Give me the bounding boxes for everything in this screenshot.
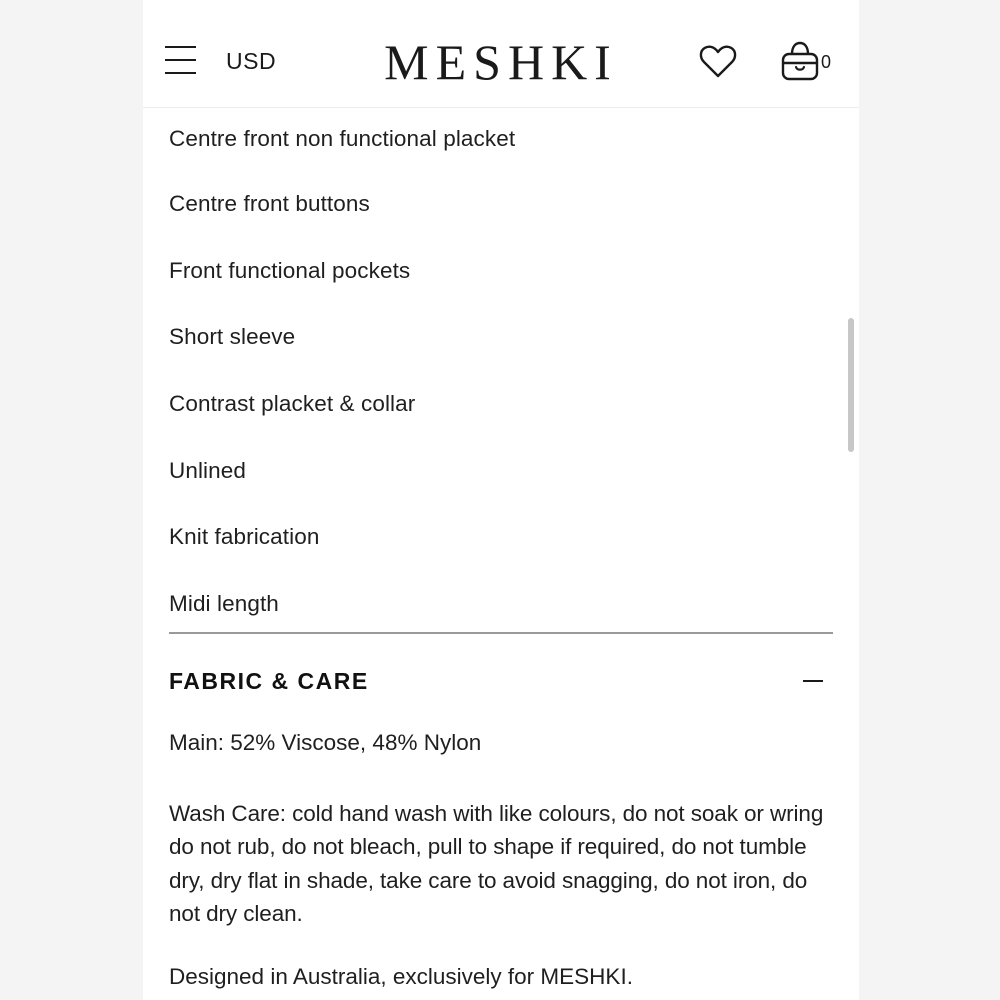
currency-selector[interactable]: USD	[226, 48, 277, 74]
list-item: Knit fabrication	[169, 524, 320, 550]
bag-count-badge: 0	[821, 52, 832, 72]
designed-note: Designed in Australia, exclusively for MESHKI.	[169, 964, 633, 989]
list-item: Contrast placket & collar	[169, 391, 416, 417]
shopping-bag-icon[interactable]	[780, 40, 820, 82]
minus-icon[interactable]	[803, 680, 823, 682]
feature-list	[169, 107, 833, 638]
product-details	[169, 107, 833, 638]
list-item: Front functional pockets	[169, 257, 411, 283]
fabric-composition: Main: 52% Viscose, 48% Nylon	[169, 730, 482, 755]
list-item: Short sleeve	[169, 324, 296, 350]
list-item: Centre front buttons	[169, 191, 370, 216]
heart-icon[interactable]	[698, 42, 738, 82]
wash-care-text: Wash Care: cold hand wash with like colours, do not soak or wring do not rub, do not bleach, pull to shape if required, do not tumble dry, dry flat in shade, take care to avoid snagging, do not iron, do not dry clean.	[169, 801, 824, 926]
brand-logo[interactable]: MESHKI	[384, 34, 618, 90]
list-item: Centre front non functional placket	[169, 126, 516, 151]
list-item: Midi length	[169, 591, 279, 617]
section-title: FABRIC & CARE	[169, 668, 369, 694]
site-header	[143, 0, 859, 108]
section-divider	[169, 632, 833, 634]
list-item: Unlined	[169, 457, 246, 483]
scrollbar-thumb[interactable]	[848, 318, 854, 452]
product-page	[143, 0, 859, 1000]
fabric-care-accordion-header[interactable]	[169, 664, 833, 704]
